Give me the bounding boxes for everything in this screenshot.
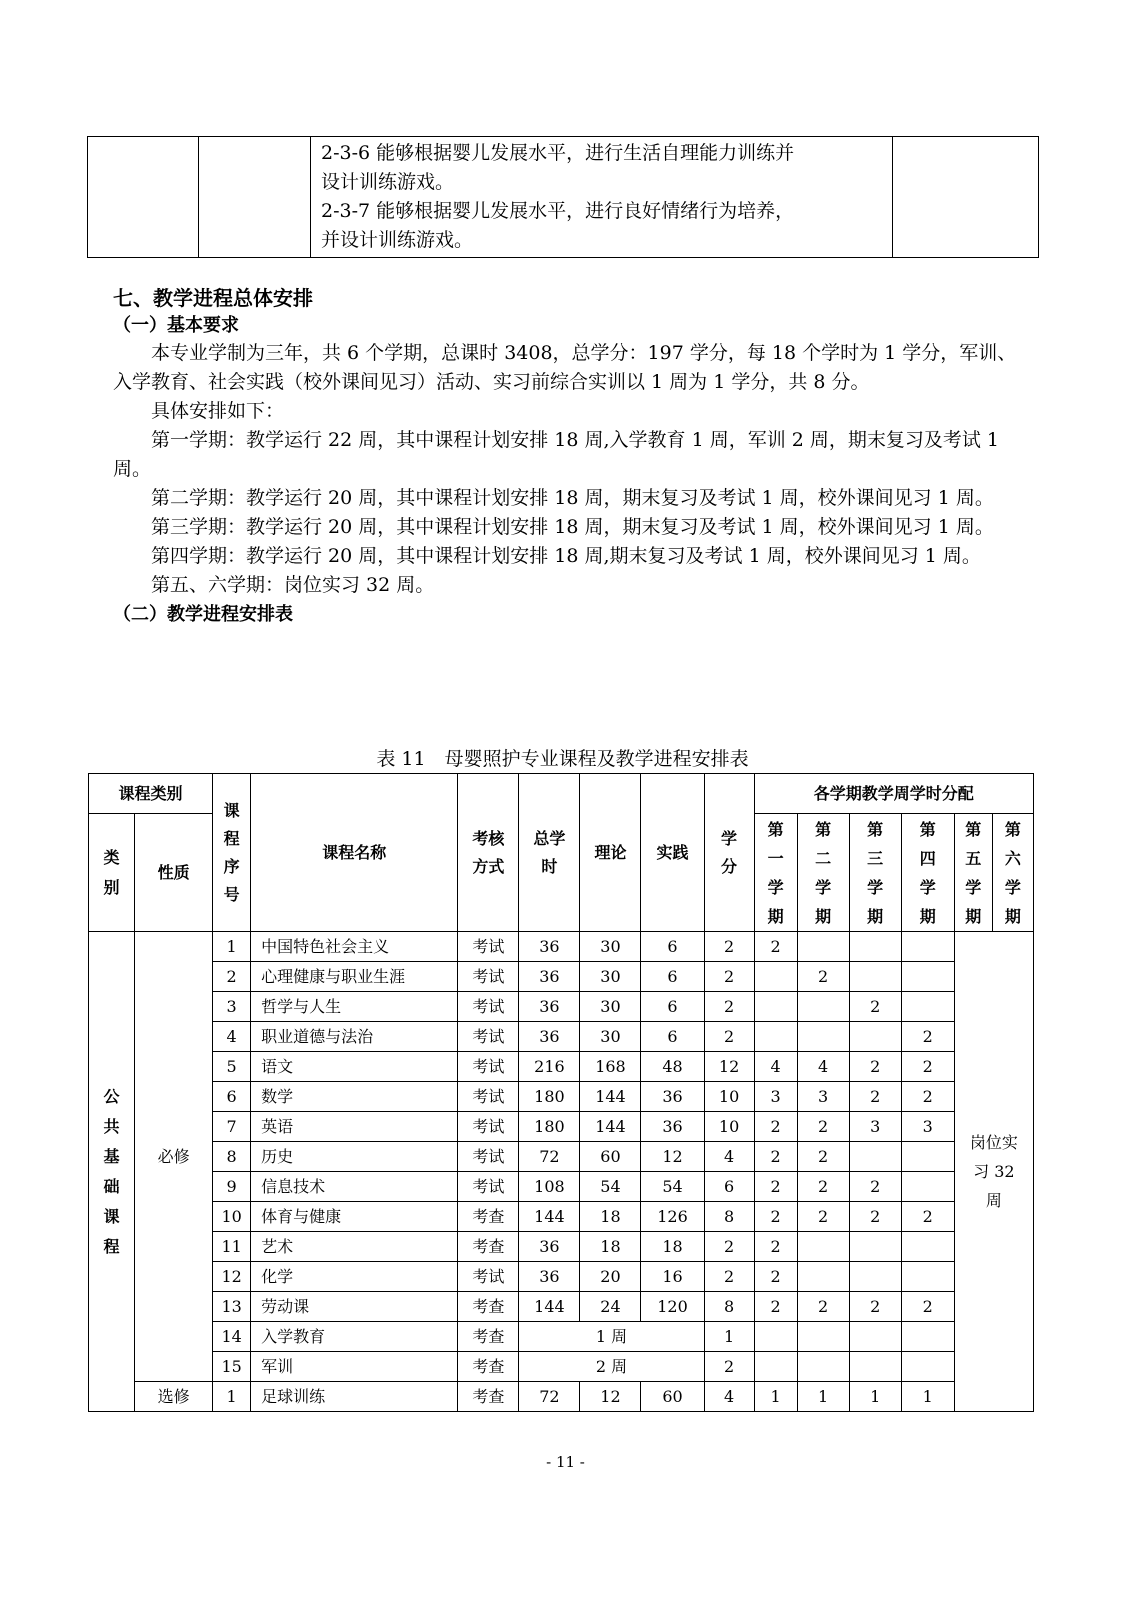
semester-2-cell: 2 (797, 1142, 849, 1172)
subsection-title-schedule: （二）教学进程安排表 (113, 604, 293, 625)
table-row (89, 962, 1034, 992)
semester-1-cell: 3 (754, 1082, 797, 1112)
semester-3-cell (849, 932, 901, 962)
table-row (89, 1322, 1034, 1352)
credits-cell: 2 (704, 1262, 754, 1292)
credits-cell: 8 (704, 1292, 754, 1322)
top-line-2: 设计训练游戏。 (321, 171, 455, 193)
table-row (89, 1292, 1034, 1322)
header-semester-1 (754, 814, 797, 932)
assessment-cell: 考试 (458, 962, 519, 992)
course-name-cell: 职业道德与法治 (251, 1022, 458, 1052)
table-row (89, 1172, 1034, 1202)
seq-cell: 5 (213, 1052, 251, 1082)
seq-cell: 11 (213, 1232, 251, 1262)
theory-cell: 12 (580, 1382, 641, 1412)
assessment-cell: 考查 (458, 1352, 519, 1382)
semester-2-cell (797, 1352, 849, 1382)
assessment-cell: 考试 (458, 1052, 519, 1082)
semester-3-cell: 3 (849, 1112, 901, 1142)
course-name-cell: 历史 (251, 1142, 458, 1172)
credits-cell: 6 (704, 1172, 754, 1202)
table-row (89, 932, 1034, 962)
semester-1-cell (754, 992, 797, 1022)
header-course-category: 课程类别 (89, 774, 213, 814)
theory-cell: 18 (580, 1202, 641, 1232)
header-semester-2 (797, 814, 849, 932)
total-hours-cell: 108 (519, 1172, 580, 1202)
semester-3-cell: 2 (849, 1172, 901, 1202)
header-semester-6 (992, 814, 1033, 932)
semester-3-cell: 1 (849, 1382, 901, 1412)
semester-1-cell: 2 (754, 1172, 797, 1202)
theory-cell: 30 (580, 1022, 641, 1052)
header-semester-1-text: 第一学期 (767, 819, 784, 926)
table-row (89, 1142, 1034, 1172)
practice-cell: 6 (641, 962, 704, 992)
theory-cell: 144 (580, 1112, 641, 1142)
semester-4-cell: 2 (901, 1202, 954, 1232)
assessment-cell: 考试 (458, 1172, 519, 1202)
total-hours-cell: 216 (519, 1052, 580, 1082)
top-line-1: 2-3-6 能够根据婴儿发展水平，进行生活自理能力训练并 (321, 142, 795, 164)
semester-3-cell (849, 1262, 901, 1292)
practice-cell: 36 (641, 1082, 704, 1112)
section-block (113, 284, 1033, 628)
theory-cell: 20 (580, 1262, 641, 1292)
total-hours-cell: 72 (519, 1382, 580, 1412)
semester-1-cell: 2 (754, 932, 797, 962)
semester-1-cell: 4 (754, 1052, 797, 1082)
semester-2-cell: 2 (797, 1292, 849, 1322)
paragraph-semester-1: 第一学期：教学运行 22 周，其中课程计划安排 18 周,入学教育 1 周，军训 2 周，期末复习及考试 1 周。 (113, 429, 1000, 480)
table-caption: 表 11 母婴照护专业课程及教学进程安排表 (376, 748, 749, 770)
header-semester-5 (954, 814, 992, 932)
semester-2-cell: 2 (797, 1112, 849, 1142)
theory-cell: 60 (580, 1142, 641, 1172)
semester-2-cell (797, 1232, 849, 1262)
table-row (89, 1082, 1034, 1112)
header-credits (704, 774, 754, 932)
course-name-cell: 信息技术 (251, 1172, 458, 1202)
seq-cell: 1 (213, 1382, 251, 1412)
practice-cell: 54 (641, 1172, 704, 1202)
assessment-cell: 考试 (458, 1112, 519, 1142)
header-seq (213, 774, 251, 932)
assessment-cell: 考试 (458, 1142, 519, 1172)
top-cell-empty-1 (88, 137, 199, 258)
semester-1-cell (754, 1352, 797, 1382)
course-name-cell: 语文 (251, 1052, 458, 1082)
header-practice: 实践 (641, 774, 704, 932)
table-row (89, 1112, 1034, 1142)
total-hours-cell: 36 (519, 932, 580, 962)
practice-cell: 126 (641, 1202, 704, 1232)
assessment-cell: 考查 (458, 1292, 519, 1322)
assessment-cell: 考试 (458, 1022, 519, 1052)
course-name-cell: 英语 (251, 1112, 458, 1142)
practice-cell: 36 (641, 1112, 704, 1142)
credits-cell: 2 (704, 992, 754, 1022)
theory-cell: 144 (580, 1082, 641, 1112)
assessment-cell: 考试 (458, 1082, 519, 1112)
credits-cell: 4 (704, 1142, 754, 1172)
total-hours-cell: 36 (519, 1232, 580, 1262)
semester-4-cell: 1 (901, 1382, 954, 1412)
seq-cell: 14 (213, 1322, 251, 1352)
table-row (89, 992, 1034, 1022)
header-nature: 性质 (135, 814, 213, 932)
semester-3-cell (849, 1322, 901, 1352)
top-line-4: 并设计训练游戏。 (321, 229, 474, 251)
paragraph-intro: 具体安排如下： (151, 400, 285, 422)
semester-2-cell: 2 (797, 1172, 849, 1202)
theory-cell: 24 (580, 1292, 641, 1322)
theory-cell: 30 (580, 992, 641, 1022)
credits-cell: 10 (704, 1082, 754, 1112)
semester-2-cell (797, 992, 849, 1022)
course-name-cell: 数学 (251, 1082, 458, 1112)
credits-cell: 12 (704, 1052, 754, 1082)
practice-cell: 16 (641, 1262, 704, 1292)
semester-4-cell (901, 1172, 954, 1202)
seq-cell: 1 (213, 932, 251, 962)
header-category-type-text: 类别 (103, 847, 120, 897)
semester-4-cell (901, 1322, 954, 1352)
header-semester-5-text: 第五学期 (965, 819, 982, 926)
header-theory: 理论 (580, 774, 641, 932)
semester-3-cell: 2 (849, 1052, 901, 1082)
paragraph-semester-4: 第四学期：教学运行 20 周，其中课程计划安排 18 周,期末复习及考试 1 周，校外课间见习 1 周。 (151, 545, 981, 567)
semester-1-cell (754, 1322, 797, 1352)
semester-4-cell: 2 (901, 1082, 954, 1112)
total-hours-cell: 144 (519, 1202, 580, 1232)
total-hours-cell: 36 (519, 962, 580, 992)
semester-1-cell (754, 962, 797, 992)
semester-2-cell (797, 1322, 849, 1352)
course-name-cell: 劳动课 (251, 1292, 458, 1322)
total-hours-cell: 144 (519, 1292, 580, 1322)
seq-cell: 15 (213, 1352, 251, 1382)
practice-cell: 12 (641, 1142, 704, 1172)
table-row (89, 1052, 1034, 1082)
nature-elective-cell: 选修 (135, 1382, 213, 1412)
header-semester-4 (901, 814, 954, 932)
credits-cell: 2 (704, 1352, 754, 1382)
course-schedule-table (88, 773, 1034, 1412)
credits-cell: 8 (704, 1202, 754, 1232)
semester-4-cell (901, 1262, 954, 1292)
seq-cell: 4 (213, 1022, 251, 1052)
assessment-cell: 考查 (458, 1382, 519, 1412)
header-total-hours (519, 774, 580, 932)
semester-2-cell: 2 (797, 962, 849, 992)
semester-3-cell (849, 1352, 901, 1382)
practice-cell: 6 (641, 992, 704, 1022)
practice-cell: 48 (641, 1052, 704, 1082)
paragraph-semester-3: 第三学期：教学运行 20 周，其中课程计划安排 18 周，期末复习及考试 1 周，校外课间见习 1 周。 (151, 516, 994, 538)
header-assessment-text: 考核方式 (472, 828, 505, 876)
header-total-hours-text: 总学时 (533, 828, 566, 876)
semester-3-cell: 2 (849, 992, 901, 1022)
internship-text: 岗位实习 32 周 (969, 1133, 1018, 1210)
course-name-cell: 中国特色社会主义 (251, 932, 458, 962)
semester-4-cell: 2 (901, 1052, 954, 1082)
credits-cell: 2 (704, 932, 754, 962)
header-credits-text: 学分 (721, 828, 738, 876)
page-number: - 11 - (546, 1453, 585, 1471)
semester-2-cell: 2 (797, 1202, 849, 1232)
semester-2-cell (797, 932, 849, 962)
total-hours-cell: 36 (519, 992, 580, 1022)
paragraph-semester-2: 第二学期：教学运行 20 周，其中课程计划安排 18 周，期末复习及考试 1 周，校外课间见习 1 周。 (151, 487, 994, 509)
total-hours-cell: 72 (519, 1142, 580, 1172)
course-name-cell: 哲学与人生 (251, 992, 458, 1022)
table-row (89, 1022, 1034, 1052)
practice-cell: 6 (641, 1022, 704, 1052)
weeks-cell: 1 周 (519, 1322, 704, 1352)
semester-4-cell (901, 1232, 954, 1262)
semester-4-cell (901, 962, 954, 992)
semester-4-cell (901, 932, 954, 962)
seq-cell: 7 (213, 1112, 251, 1142)
table-row (89, 1352, 1034, 1382)
course-name-cell: 艺术 (251, 1232, 458, 1262)
total-hours-cell: 36 (519, 1262, 580, 1292)
semester-2-cell: 3 (797, 1082, 849, 1112)
credits-cell: 2 (704, 962, 754, 992)
assessment-cell: 考试 (458, 1262, 519, 1292)
course-name-cell: 足球训练 (251, 1382, 458, 1412)
semester-2-cell: 4 (797, 1052, 849, 1082)
semester-3-cell (849, 1022, 901, 1052)
table-row (89, 1262, 1034, 1292)
semester-3-cell (849, 1232, 901, 1262)
semester-1-cell: 2 (754, 1262, 797, 1292)
seq-cell: 13 (213, 1292, 251, 1322)
seq-cell: 9 (213, 1172, 251, 1202)
semester-2-cell (797, 1022, 849, 1052)
section-title: 七、教学进程总体安排 (113, 286, 313, 310)
header-seq-text: 课程序号 (223, 800, 240, 904)
table-body (89, 932, 1034, 1412)
top-continuation-table (87, 136, 1039, 258)
semester-4-cell (901, 1142, 954, 1172)
course-name-cell: 心理健康与职业生涯 (251, 962, 458, 992)
credits-cell: 4 (704, 1382, 754, 1412)
header-semester-2-text: 第二学期 (815, 819, 832, 926)
header-semester-distribution: 各学期教学周学时分配 (754, 774, 1033, 814)
subsection-title-basic: （一）基本要求 (113, 315, 239, 336)
semester-1-cell: 2 (754, 1292, 797, 1322)
credits-cell: 1 (704, 1322, 754, 1352)
semester-1-cell: 2 (754, 1202, 797, 1232)
course-name-cell: 入学教育 (251, 1322, 458, 1352)
course-name-cell: 化学 (251, 1262, 458, 1292)
total-hours-cell: 36 (519, 1022, 580, 1052)
semester-2-cell: 1 (797, 1382, 849, 1412)
practice-cell: 120 (641, 1292, 704, 1322)
category-text: 公共基础课程 (103, 1086, 120, 1256)
assessment-cell: 考查 (458, 1232, 519, 1262)
seq-cell: 12 (213, 1262, 251, 1292)
semester-4-cell (901, 1352, 954, 1382)
header-semester-3 (849, 814, 901, 932)
header-semester-3-text: 第三学期 (867, 819, 884, 926)
seq-cell: 8 (213, 1142, 251, 1172)
theory-cell: 30 (580, 962, 641, 992)
table-row (89, 1232, 1034, 1262)
header-semester-6-text: 第六学期 (1004, 819, 1021, 926)
credits-cell: 2 (704, 1022, 754, 1052)
semester-3-cell: 2 (849, 1082, 901, 1112)
seq-cell: 3 (213, 992, 251, 1022)
top-cell-empty-2 (199, 137, 311, 258)
semester-3-cell: 2 (849, 1202, 901, 1232)
semester-3-cell (849, 962, 901, 992)
semester-4-cell: 3 (901, 1112, 954, 1142)
nature-required-cell: 必修 (135, 932, 213, 1382)
semester-1-cell: 2 (754, 1232, 797, 1262)
assessment-cell: 考试 (458, 932, 519, 962)
practice-cell: 60 (641, 1382, 704, 1412)
credits-cell: 2 (704, 1232, 754, 1262)
header-semester-4-text: 第四学期 (919, 819, 936, 926)
course-name-cell: 体育与健康 (251, 1202, 458, 1232)
category-cell (89, 932, 135, 1412)
semester-1-cell: 1 (754, 1382, 797, 1412)
paragraph-overview: 本专业学制为三年，共 6 个学期，总课时 3408，总学分：197 学分，每 18 个学时为 1 学分，军训、入学教育、社会实践（校外课间见习）活动、实习前综合实训以 1 周为 1 学分，共 8 分。 (113, 342, 1017, 393)
practice-cell: 6 (641, 932, 704, 962)
header-assessment (458, 774, 519, 932)
internship-cell (954, 932, 1033, 1412)
semester-1-cell (754, 1022, 797, 1052)
semester-1-cell: 2 (754, 1112, 797, 1142)
semester-3-cell (849, 1142, 901, 1172)
semester-1-cell: 2 (754, 1142, 797, 1172)
practice-cell: 18 (641, 1232, 704, 1262)
top-line-3: 2-3-7 能够根据婴儿发展水平，进行良好情绪行为培养， (321, 200, 795, 222)
theory-cell: 168 (580, 1052, 641, 1082)
seq-cell: 10 (213, 1202, 251, 1232)
assessment-cell: 考查 (458, 1322, 519, 1352)
table-row (89, 1202, 1034, 1232)
semester-4-cell: 2 (901, 1022, 954, 1052)
theory-cell: 54 (580, 1172, 641, 1202)
total-hours-cell: 180 (519, 1082, 580, 1112)
semester-4-cell: 2 (901, 1292, 954, 1322)
table-row (89, 1382, 1034, 1412)
course-name-cell: 军训 (251, 1352, 458, 1382)
assessment-cell: 考查 (458, 1202, 519, 1232)
paragraph-semester-5-6: 第五、六学期：岗位实习 32 周。 (151, 574, 435, 596)
total-hours-cell: 180 (519, 1112, 580, 1142)
semester-3-cell: 2 (849, 1292, 901, 1322)
assessment-cell: 考试 (458, 992, 519, 1022)
semester-4-cell (901, 992, 954, 1022)
header-category-type (89, 814, 135, 932)
top-cell-content (311, 137, 893, 258)
seq-cell: 6 (213, 1082, 251, 1112)
seq-cell: 2 (213, 962, 251, 992)
theory-cell: 30 (580, 932, 641, 962)
credits-cell: 10 (704, 1112, 754, 1142)
weeks-cell: 2 周 (519, 1352, 704, 1382)
theory-cell: 18 (580, 1232, 641, 1262)
top-cell-empty-4 (893, 137, 1039, 258)
header-course-name: 课程名称 (251, 774, 458, 932)
semester-2-cell (797, 1262, 849, 1292)
